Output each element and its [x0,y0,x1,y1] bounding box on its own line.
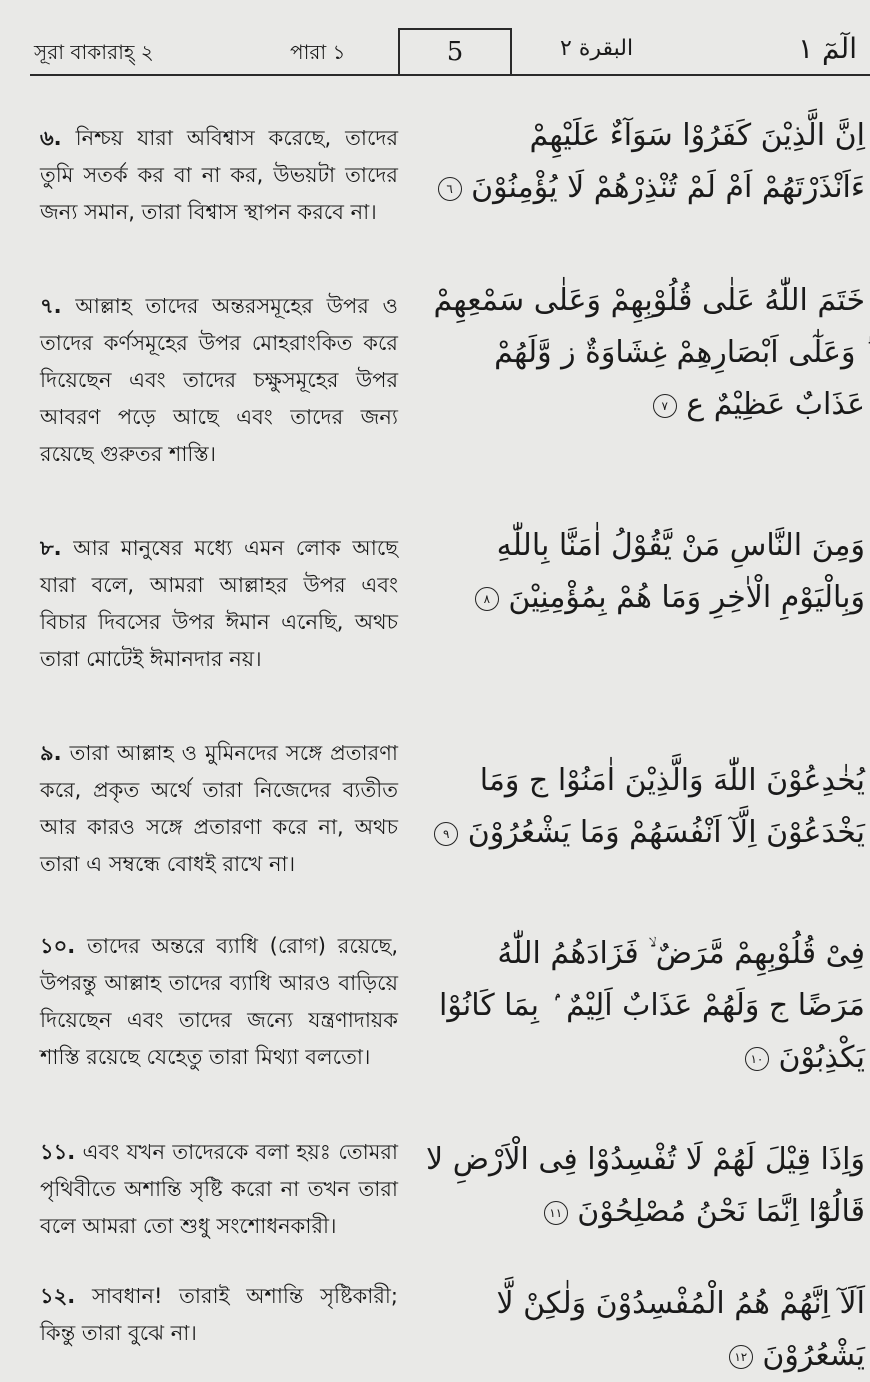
ayah-number-marker: ٨ [475,587,499,611]
ayah-number-marker: ٩ [434,822,458,846]
verse-translation [40,120,398,231]
ayah-number-marker: ١٢ [729,1345,753,1369]
arabic-verse [425,110,865,214]
verse-number: ১২. [40,1284,76,1308]
arabic-verse [425,928,865,1084]
ayah-number-marker: ٧ [653,394,677,418]
verse-translation [40,530,398,678]
verse-number: ৮. [40,536,62,560]
verse-number: ৭. [40,294,62,318]
verse-number: ১১. [40,1140,76,1164]
verse-text: নিশ্চয় যারা অবিশ্বাস করেছে, তাদের তুমি সতর্ক কর বা না কর, উভয়টা তাদের জন্য সমান, তারা বিশ্বাস স্থাপন করবে না। [40,126,398,224]
arabic-verse [425,520,865,624]
arabic-verse [425,275,865,431]
arabic-verse-text: اَلَآ اِنَّهُمْ هُمُ الْمُفْسِدُوْنَ وَلٰكِنْ لَّا یَشْعُرُوْنَ [496,1286,865,1373]
verse-number: ৬. [40,126,62,150]
verse-text: এবং যখন তাদেরকে বলা হয়ঃ তোমরা পৃথিবীতে অশান্তি সৃষ্টি করো না তখন তারা বলে আমরা তো শুধু সংশোধনকারী। [40,1140,398,1238]
arabic-verse-text: یُخٰدِعُوْنَ اللّٰهَ وَالَّذِیْنَ اٰمَنُوْا ج وَمَا یَخْدَعُوْنَ اِلَّآ اَنْفُسَهُمْ وَمَا یَشْعُرُوْنَ [467,763,865,850]
surah-name-arabic: البقرة ٢ [560,36,634,61]
verse-translation [40,1278,398,1352]
para-label-bengali: পারা ১ [290,40,346,64]
verse-text: আল্লাহ তাদের অন্তরসমূহের উপর ও তাদের কর্ণসমূহের উপর মোহরাংকিত করে দিয়েছেন এবং তাদের চক্ষুসমূহের উপর আবরণ পড়ে আছে এবং তাদের জন্য রয়েছে গুরুতর শাস্তি। [40,294,398,466]
ayah-number-marker: ٦ [438,177,462,201]
verse-text: তারা আল্লাহ ও মুমিনদের সঙ্গে প্রতারণা করে, প্রকৃত অর্থে তারা নিজেদের ব্যতীত আর কারও সঙ্গে প্রতারণা করে না, অথচ তারা এ সম্বন্ধে বোধই রাখে না। [40,741,398,876]
para-label-arabic: الٓمٓ ١ [798,32,857,65]
arabic-verse-text: اِنَّ الَّذِیْنَ كَفَرُوْا سَوَآءٌ عَلَیْهِمْ ءَاَنْذَرْتَهُمْ اَمْ لَمْ تُنْذِرْهُمْ لَا یُؤْمِنُوْنَ [471,118,865,205]
verse-translation [40,1134,398,1245]
verse-number: ৯. [40,741,62,765]
arabic-verse-text: فِیْ قُلُوْبِهِمْ مَّرَضٌ ۙ فَزَادَهُمُ اللّٰهُ مَرَضًا ج وَلَهُمْ عَذَابٌ اَلِیْمٌ ۢ بِمَا كَانُوْا یَكْذِبُوْنَ [439,936,865,1075]
arabic-verse [425,755,865,859]
verse-text: আর মানুষের মধ্যে এমন লোক আছে যারা বলে, আমরা আল্লাহর উপর এবং বিচার দিবসের উপর ঈমান এনেছি, অথচ তারা মোটেই ঈমানদার নয়। [40,536,398,671]
ayah-number-marker: ١١ [544,1201,568,1225]
arabic-verse-text: خَتَمَ اللّٰهُ عَلٰى قُلُوْبِهِمْ وَعَلٰى سَمْعِهِمْ ؕ وَعَلٰٓى اَبْصَارِهِمْ غِشَاوَةٌ ز وَّلَهُمْ عَذَابٌ عَظِیْمٌ ع [433,283,865,422]
ayah-number-marker: ١٠ [745,1047,769,1071]
page-number: 5 [398,28,512,74]
verse-number: ১০. [40,934,76,958]
arabic-verse [425,1278,865,1382]
verse-translation [40,288,398,473]
verse-text: তাদের অন্তরে ব্যাধি (রোগ) রয়েছে, উপরন্তু আল্লাহ তাদের ব্যাধি আরও বাড়িয়ে দিয়েছেন এবং তাদের জন্যে যন্ত্রণাদায়ক শাস্তি রয়েছে যেহেতু তারা মিথ্যা বলতো। [40,934,398,1069]
surah-name-bengali: সূরা বাকারাহ্ ২ [34,40,154,64]
page-header [30,28,870,76]
arabic-verse-text: وَاِذَا قِیْلَ لَهُمْ لَا تُفْسِدُوْا فِی الْاَرْضِ لا قَالُوْٓا اِنَّمَا نَحْنُ مُصْلِحُوْنَ [426,1142,865,1229]
verse-translation [40,928,398,1076]
arabic-verse [425,1134,865,1238]
verse-text: সাবধান! তারাই অশান্তি সৃষ্টিকারী; কিন্তু তারা বুঝে না। [40,1284,398,1345]
verse-translation [40,735,398,883]
arabic-verse-text: وَمِنَ النَّاسِ مَنْ یَّقُوْلُ اٰمَنَّا بِاللّٰهِ وَبِالْیَوْمِ الْاٰخِرِ وَمَا هُمْ بِمُؤْمِنِیْنَ [496,528,865,615]
